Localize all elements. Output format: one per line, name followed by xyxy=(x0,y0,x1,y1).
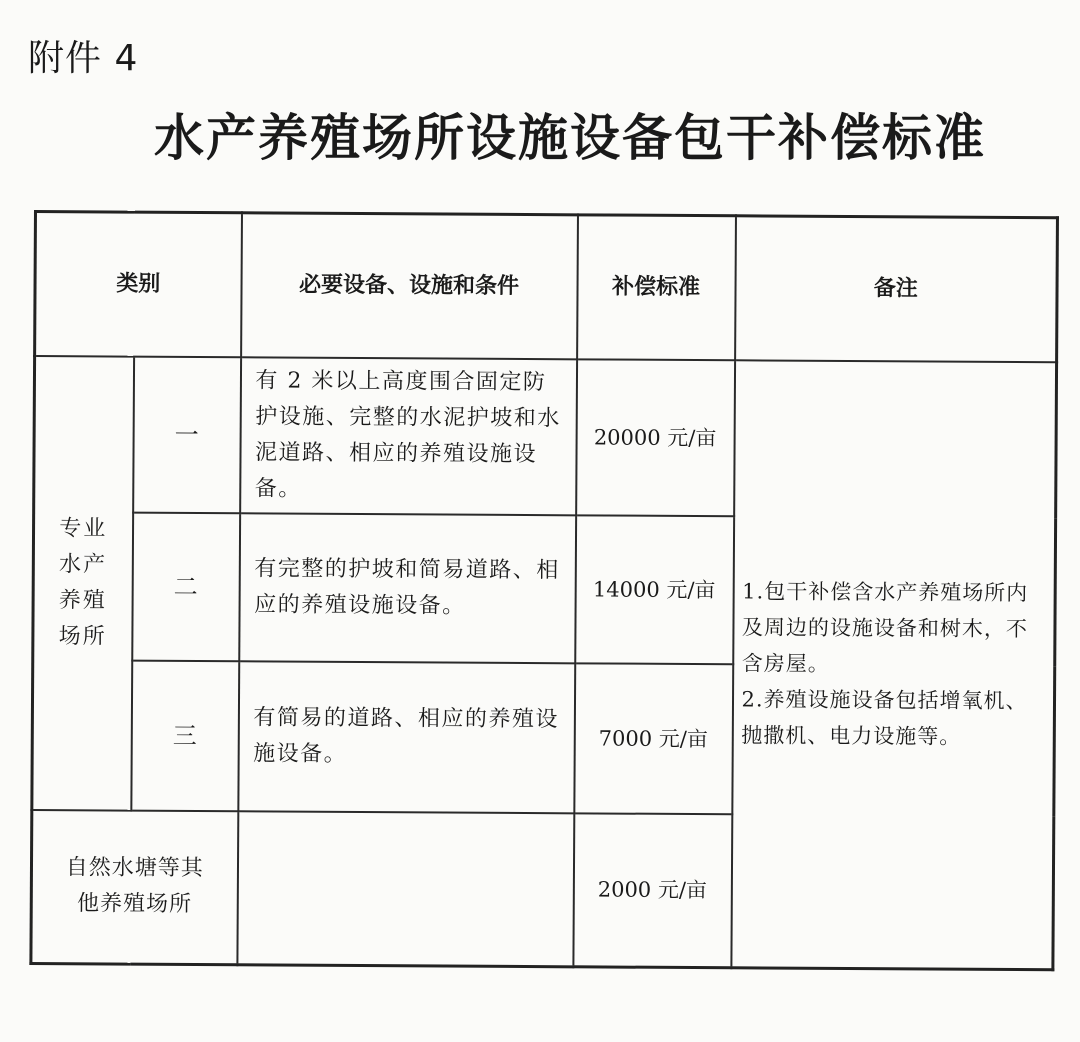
level-cell: 三 xyxy=(131,660,239,811)
standard-cell: 2000 元/亩 xyxy=(573,813,732,968)
note-item: 2.养殖设施设备包括增氧机、抛撒机、电力设施等。 xyxy=(741,687,1028,749)
conditions-cell xyxy=(237,811,574,967)
notes-cell xyxy=(731,360,1057,970)
header-notes: 备注 xyxy=(735,216,1058,362)
category-professional-line: 养殖 xyxy=(58,587,107,613)
standard-cell: 7000 元/亩 xyxy=(574,663,733,814)
standard-cell: 20000 元/亩 xyxy=(576,359,735,516)
conditions-cell: 有完整的护坡和简易道路、相应的养殖设施设备。 xyxy=(239,513,576,663)
category-professional xyxy=(32,356,134,811)
note-item: 1.包干补偿含水产养殖场所内及周边的设施设备和树木，不含房屋。 xyxy=(741,579,1029,677)
attachment-label: 附件 4 xyxy=(28,38,139,79)
conditions-cell: 有简易的道路、相应的养殖设施设备。 xyxy=(238,661,575,813)
category-professional-line: 场所 xyxy=(58,623,107,649)
category-other xyxy=(31,809,238,964)
conditions-cell: 有 2 米以上高度围合固定防护设施、完整的水泥护坡和水泥道路、相应的养殖设施设备。 xyxy=(240,357,577,515)
header-standard: 补偿标准 xyxy=(577,215,736,360)
compensation-table xyxy=(29,210,1059,971)
level-cell: 二 xyxy=(132,512,240,661)
category-other-line: 他养殖场所 xyxy=(76,891,193,918)
table-header-row xyxy=(35,212,1058,362)
compensation-table-wrapper xyxy=(29,210,1056,968)
table-row xyxy=(34,356,1057,518)
category-professional-line: 水产 xyxy=(58,551,108,577)
header-category: 类别 xyxy=(35,212,242,357)
header-conditions: 必要设备、设施和条件 xyxy=(241,213,578,359)
category-other-line: 自然水塘等其 xyxy=(65,855,204,882)
category-professional-line: 专业 xyxy=(59,515,108,541)
page-title: 水产养殖场所设施设备包干补偿标准 xyxy=(154,109,986,167)
level-cell: 一 xyxy=(133,356,241,513)
standard-cell: 14000 元/亩 xyxy=(575,515,734,664)
